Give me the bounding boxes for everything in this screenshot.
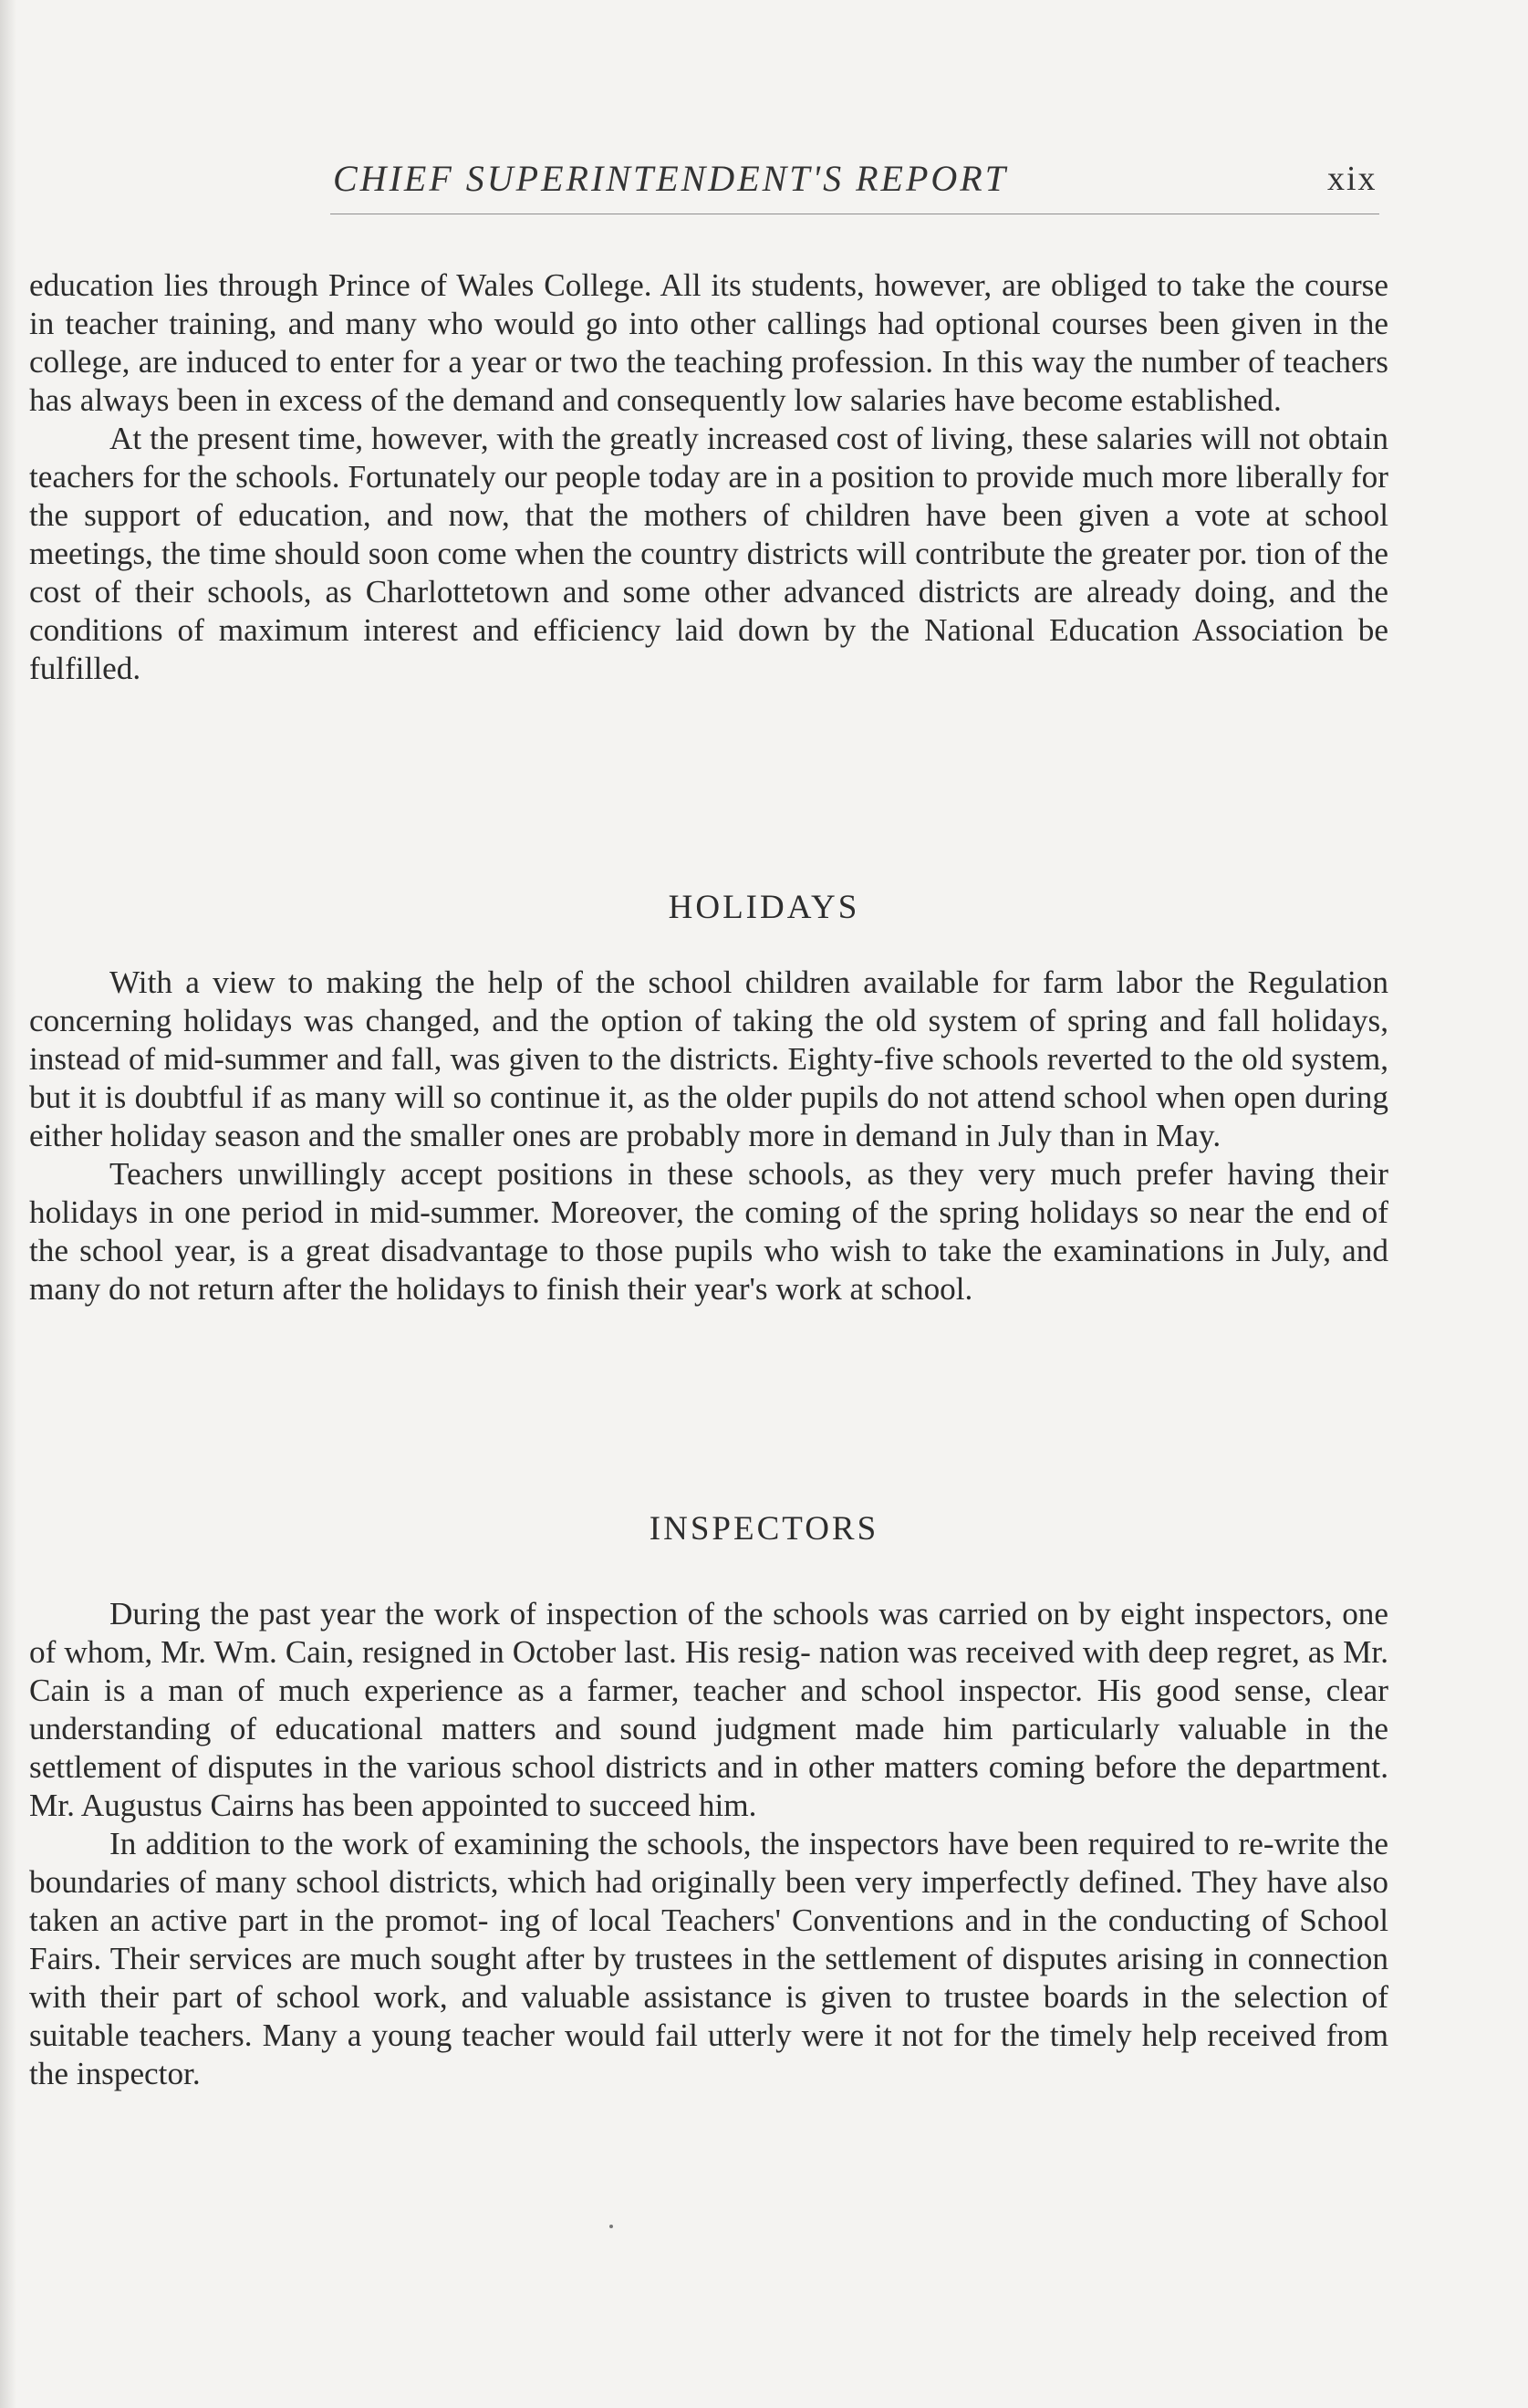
- paper-speck: [609, 2225, 613, 2228]
- page-number: xix: [1327, 160, 1377, 198]
- running-head: [0, 157, 1528, 212]
- holidays-section: [29, 964, 1388, 1308]
- inspectors-paragraph-1: During the past year the work of inspection of the schools was carried on by eight inspectors, one of whom, Mr. Wm. Cain, resigned in October last. His resig- nation was received with deep regret, as Mr. Cain is a man of much experience as a farmer, teacher and school inspector. His good sense, clear understanding of educational matters and sound judgment made him particularly valuable in the settlement of disputes in the various school districts and in other matters coming before the department. Mr. Augustus Cairns has been appointed to succeed him.: [29, 1596, 1388, 1823]
- holidays-paragraph-1: With a view to making the help of the school children available for farm labor the Regulation concerning holidays was changed, and the option of taking the old system of spring and fall holidays, instead of mid-summer and fall, was given to the districts. Eighty-five schools reverted to the old system, but it is doubtful if as many will so continue it, as the older pupils do not attend school when open during either holiday season and the smaller ones are probably more in demand in July than in May.: [29, 964, 1388, 1153]
- intro-paragraph-1: education lies through Prince of Wales College. All its students, however, are obliged to take the course in teacher training, and many who would go into other callings had optional courses been given in the college, are induced to enter for a year or two the teaching profession. In this way the number of teachers has always been in excess of the demand and consequently low salaries have become established.: [29, 267, 1388, 418]
- running-title: CHIEF SUPERINTENDENT'S REPORT: [333, 158, 1008, 199]
- intro-paragraph-2: At the present time, however, with the greatly increased cost of living, these salaries will not obtain teachers for the schools. Fortunately our people today are in a position to provide much more liberally for the support of education, and now, that the mothers of children have been given a vote at school meetings, the time should soon come when the country districts will contribute the greater por. tion of the cost of their schools, as Charlottetown and some other advanced districts are already doing, and the conditions of maximum interest and efficiency laid down by the National Education Association be fulfilled.: [29, 421, 1388, 686]
- page-edge-shadow: [0, 0, 16, 2408]
- inspectors-paragraph-2: In addition to the work of examining the schools, the inspectors have been required to re-write the boundaries of many school districts, which had originally been very imperfectly defined. They have also taken an active part in the promot- ing of local Teachers' Conventions and in the conducting of School Fairs. Their services are much sought after by trustees in the settlement of disputes arising in connection with their part of school work, and valuable assistance is given to trustee boards in the selection of suitable teachers. Many a young teacher would fail utterly were it not for the timely help received from the inspector.: [29, 1826, 1388, 2091]
- intro-section: [29, 266, 1388, 688]
- holidays-paragraph-2: Teachers unwillingly accept positions in these schools, as they very much prefer having their holidays in one period in mid-summer. Moreover, the coming of the spring holidays so near the end of the school year, is a great disadvantage to those pupils who wish to take the examinations in July, and many do not return after the holidays to finish their year's work at school.: [29, 1156, 1388, 1307]
- inspectors-section: [29, 1595, 1388, 2093]
- inspectors-heading: INSPECTORS: [649, 1510, 879, 1548]
- holidays-heading: HOLIDAYS: [668, 889, 860, 926]
